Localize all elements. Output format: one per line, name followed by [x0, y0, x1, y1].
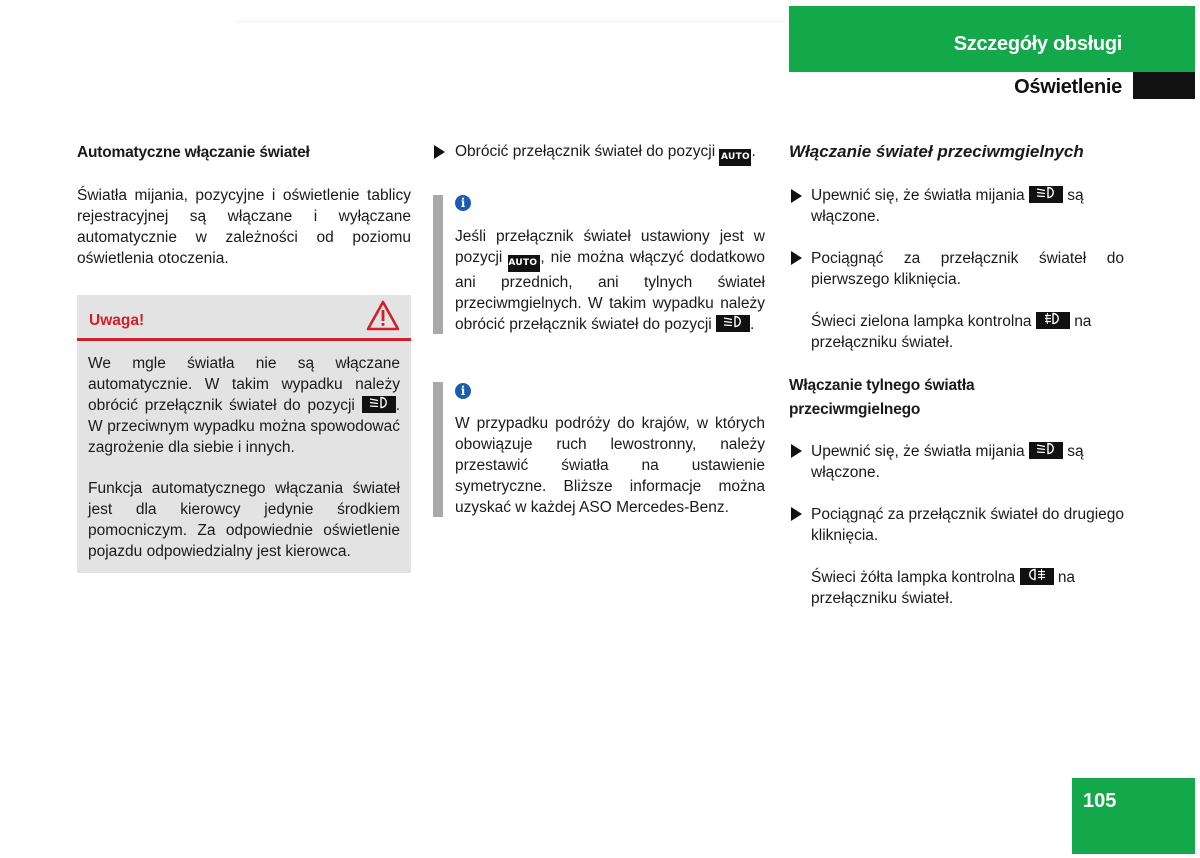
info-icon: i — [455, 195, 471, 211]
info1-text-c: . — [750, 316, 755, 333]
warning-label: Uwaga! — [89, 312, 145, 329]
heading-fog-lights: Włączanie świateł przeciwmgielnych — [789, 142, 1084, 161]
info1-text-b: , nie można włączyć dodatkowo ani przednich, ani tylnych świateł przeciwmgielnych. W takim wypadku należy obrócić przełącznik świateł do pozycji — [455, 249, 766, 333]
note-text-end: na przełączniku świateł. — [811, 313, 1092, 351]
warning-text-a: We mgle światła nie są włączane automatycznie. W takim wypadku należy obrócić przełącznik świateł do pozycji — [88, 355, 400, 414]
step-text: Upewnić się, że światła mijania — [811, 443, 1025, 460]
low-beam-icon — [716, 315, 750, 332]
step-bullet-icon — [791, 189, 802, 203]
info1-text-a: Jeśli przełącznik świateł ustawiony jest w pozycji — [455, 228, 765, 266]
front-fog-light-icon — [1036, 312, 1070, 329]
page-number: 105 — [1083, 790, 1117, 812]
low-beam-icon — [1029, 186, 1063, 203]
step-bullet-icon — [791, 507, 802, 521]
low-beam-icon — [362, 396, 396, 413]
low-beam-icon — [1029, 442, 1063, 459]
step-text: Obrócić przełącznik świateł do pozycji — [455, 143, 716, 160]
step-text-end: są włączone. — [811, 187, 1084, 225]
step-text: Upewnić się, że światła mijania — [811, 187, 1025, 204]
subsection-title: Oświetlenie — [1014, 76, 1122, 98]
rear-fog-light-icon — [1020, 568, 1054, 585]
info-icon: i — [455, 383, 471, 399]
info-paragraph-1 — [455, 226, 765, 335]
note-green-indicator — [811, 311, 1124, 353]
info-bar-1 — [433, 195, 443, 334]
warning-divider — [77, 338, 411, 341]
heading-rear-fog-light: Włączanie tylnego światła przeciwmgielnego — [789, 377, 975, 418]
warning-paragraph-1 — [88, 353, 400, 458]
step-bullet-icon — [791, 251, 802, 265]
info-bar-2 — [433, 382, 443, 517]
step-check-low-beam — [811, 185, 1124, 227]
step-text-end: są włączone. — [811, 443, 1084, 481]
header-rule — [235, 21, 785, 22]
step-turn-switch — [455, 141, 775, 166]
subsection-marker — [1133, 72, 1195, 99]
auto-symbol: AUTO — [508, 255, 540, 272]
info-paragraph-2: W przypadku podróży do krajów, w których obowiązuje ruch lewostronny, należy przestawić światła na ustawienie symetryczne. Bliższe informacje można uzyskać w każdej ASO Mercedes-Benz. — [455, 415, 765, 516]
note-text-end: na przełączniku świateł. — [811, 569, 1076, 607]
auto-lights-paragraph: Światła mijania, pozycyjne i oświetlenie tablicy rejestracyjnej są włączane i wyłączane automatycznie w zależności od poziomu oświetlenia otoczenia. — [77, 187, 411, 267]
step-pull-second-click: Pociągnąć za przełącznik świateł do drugiego kliknięcia. — [811, 506, 1124, 544]
step-check-low-beam-2 — [811, 441, 1124, 483]
warning-text-b: . W przeciwnym wypadku można spowodować zagrożenie dla siebie i innych. — [88, 397, 400, 456]
warning-triangle-icon — [366, 300, 400, 332]
step-bullet-icon — [791, 444, 802, 458]
step-pull-first-click: Pociągnąć za przełącznik świateł do pierwszego kliknięcia. — [811, 250, 1124, 288]
section-title: Szczegóły obsługi — [953, 33, 1122, 55]
note-text: Świeci zielona lampka kontrolna — [811, 313, 1032, 330]
step-text-end: . — [751, 143, 756, 160]
auto-symbol: AUTO — [719, 149, 751, 166]
warning-paragraph-2: Funkcja automatycznego włączania świateł jest dla kierowcy jedynie środkiem pomocniczym. Za odpowiednie oświetlenie pojazdu odpowiedzialny jest kierowca. — [88, 480, 400, 560]
step-bullet-icon — [434, 145, 445, 159]
note-text: Świeci żółta lampka kontrolna — [811, 569, 1016, 586]
heading-auto-lights: Automatyczne włączanie świateł — [77, 144, 310, 161]
note-yellow-indicator — [811, 567, 1124, 609]
